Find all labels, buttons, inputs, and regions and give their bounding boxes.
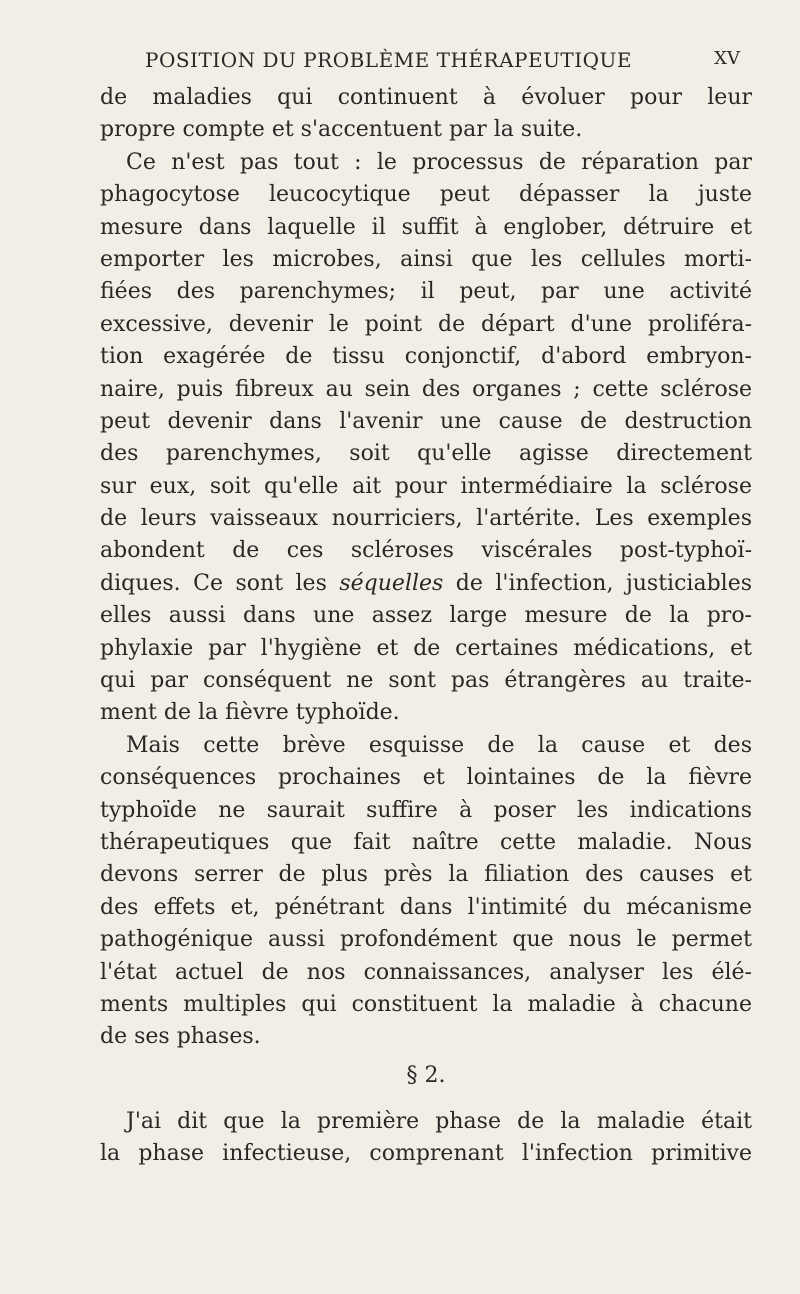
emphasized-word: séquelles <box>339 570 444 596</box>
text-line: elles aussi dans une assez large mesure de la pro- <box>100 603 752 629</box>
text-line: abondent de ces scléroses viscérales post-typhoï- <box>100 538 752 564</box>
text-line: de ses phases. <box>100 1024 261 1050</box>
text-line: peut devenir dans l'avenir une cause de destruction <box>100 408 752 434</box>
text-line: des effets et, pénétrant dans l'intimité du mécanisme <box>100 894 752 920</box>
text-line: fiées des parenchymes; il peut, par une activité <box>100 279 752 305</box>
text-line: tion exagérée de tissu conjonctif, d'abord embryon- <box>100 344 752 370</box>
text-line: la phase infectieuse, comprenant l'infection primitive <box>100 1141 752 1167</box>
line-text-before: diques. Ce sont les <box>100 570 340 596</box>
text-line: Ce n'est pas tout : le processus de réparation par <box>126 149 752 175</box>
text-line: emporter les microbes, ainsi que les cellules morti- <box>100 246 752 272</box>
text-line: qui par conséquent ne sont pas étrangères au traite- <box>100 668 752 694</box>
text-line: Mais cette brève esquisse de la cause et des <box>126 732 752 758</box>
text-line: conséquences prochaines et lointaines de la fièvre <box>100 765 752 791</box>
text-line: thérapeutiques que fait naître cette maladie. Nous <box>100 829 752 855</box>
text-line: devons serrer de plus près la filiation des causes et <box>100 862 752 888</box>
running-title: POSITION DU PROBLÈME THÉRAPEUTIQUE <box>145 48 633 72</box>
text-line: l'état actuel de nos connaissances, analyser les élé- <box>100 959 752 985</box>
text-line: de maladies qui continuent à évoluer pour leur <box>100 85 752 110</box>
text-line: sur eux, soit qu'elle ait pour intermédiaire la sclérose <box>100 473 752 499</box>
text-line: phylaxie par l'hygiène et de certaines médications, et <box>100 635 752 661</box>
text-line: J'ai dit que la première phase de la maladie était <box>126 1108 752 1134</box>
text-line: phagocytose leucocytique peut dépasser la juste <box>100 182 752 208</box>
text-line-with-emphasis <box>100 568 752 600</box>
page-number: XV <box>714 48 740 69</box>
text-line: pathogénique aussi profondément que nous le permet <box>100 927 752 953</box>
text-line: propre compte et s'accentuent par la suite. <box>100 117 583 143</box>
text-line: naire, puis fibreux au sein des organes ; cette sclérose <box>100 376 752 402</box>
text-line: excessive, devenir le point de départ d'une proliféra- <box>100 311 752 337</box>
body-text <box>100 82 752 1171</box>
text-line: ments multiples qui constituent la maladie à chacune <box>100 991 752 1017</box>
text-line: de leurs vaisseaux nourriciers, l'artérite. Les exemples <box>100 506 752 532</box>
section-heading: § 2. <box>406 1062 446 1088</box>
text-line: typhoïde ne saurait suffire à poser les indications <box>100 797 752 823</box>
text-line: ment de la fièvre typhoïde. <box>100 700 400 726</box>
text-line: des parenchymes, soit qu'elle agisse directement <box>100 441 752 467</box>
line-text-after: de l'infection, justiciables <box>443 570 752 596</box>
running-header <box>0 48 800 72</box>
text-line: mesure dans laquelle il suffit à englober, détruire et <box>100 214 752 240</box>
